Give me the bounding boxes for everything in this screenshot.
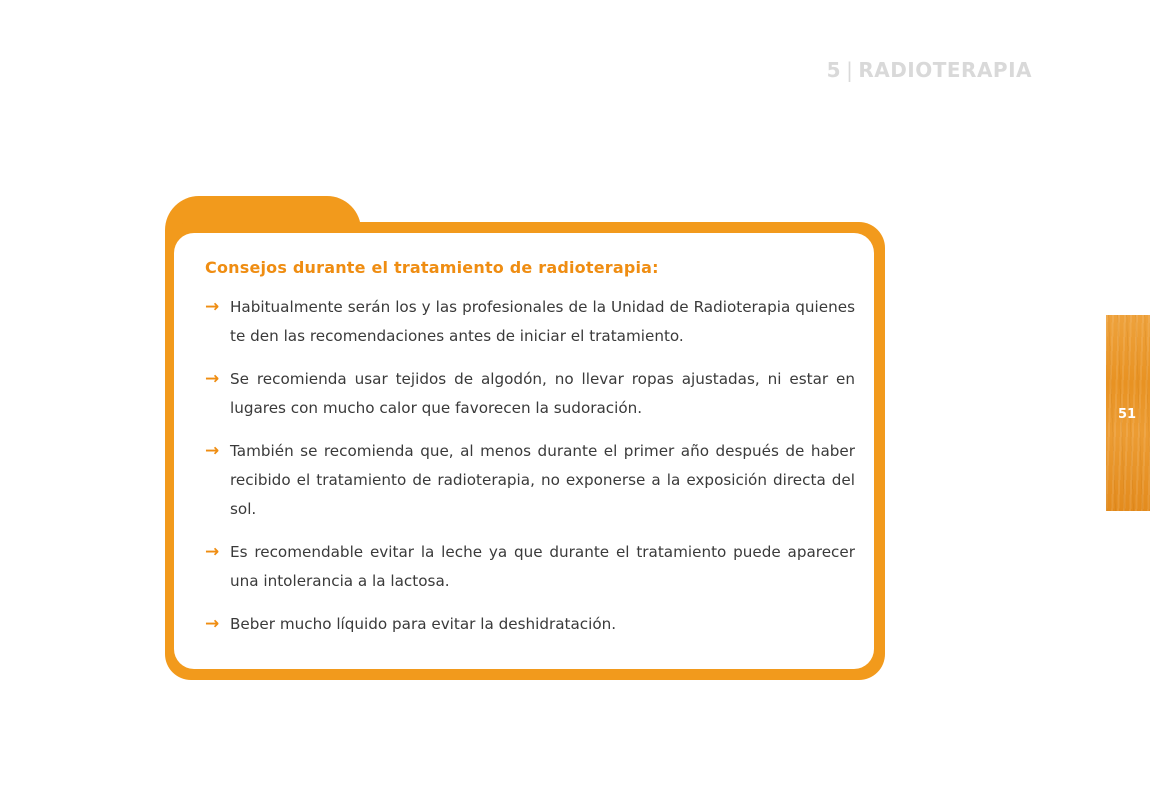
advice-list bbox=[205, 293, 855, 639]
advice-item-text: También se recomienda que, al menos durante el primer año después de haber recibido el tratamiento de radioterapia, no exponerse a la exposición directa del sol. bbox=[230, 442, 855, 518]
advice-item-text: Se recomienda usar tejidos de algodón, no llevar ropas ajustadas, ni estar en lugares con mucho calor que favorecen la sudoración. bbox=[230, 370, 855, 417]
chapter-separator: | bbox=[846, 58, 854, 82]
advice-item-text: Habitualmente serán los y las profesionales de la Unidad de Radioterapia quienes te den las recomendaciones antes de iniciar el tratamiento. bbox=[230, 298, 855, 345]
page-number: 51 bbox=[1118, 407, 1137, 422]
arrow-right-icon: → bbox=[205, 297, 220, 317]
advice-item bbox=[205, 293, 855, 351]
chapter-header bbox=[827, 58, 1032, 82]
advice-item-text: Beber mucho líquido para evitar la deshidratación. bbox=[230, 615, 617, 633]
arrow-right-icon: → bbox=[205, 542, 220, 562]
arrow-right-icon: → bbox=[205, 369, 220, 389]
advice-box bbox=[165, 196, 885, 680]
advice-content bbox=[205, 258, 855, 653]
advice-item bbox=[205, 538, 855, 596]
advice-item bbox=[205, 365, 855, 423]
advice-item-text: Es recomendable evitar la leche ya que durante el tratamiento puede aparecer una intolerancia a la lactosa. bbox=[230, 543, 855, 590]
arrow-right-icon: → bbox=[205, 441, 220, 461]
advice-item bbox=[205, 610, 855, 639]
chapter-number: 5 bbox=[826, 58, 842, 82]
advice-item bbox=[205, 437, 855, 524]
advice-title: Consejos durante el tratamiento de radioterapia: bbox=[205, 258, 659, 277]
arrow-right-icon: → bbox=[205, 614, 220, 634]
side-page-tab bbox=[1106, 315, 1150, 511]
chapter-title: RADIOTERAPIA bbox=[858, 58, 1032, 82]
